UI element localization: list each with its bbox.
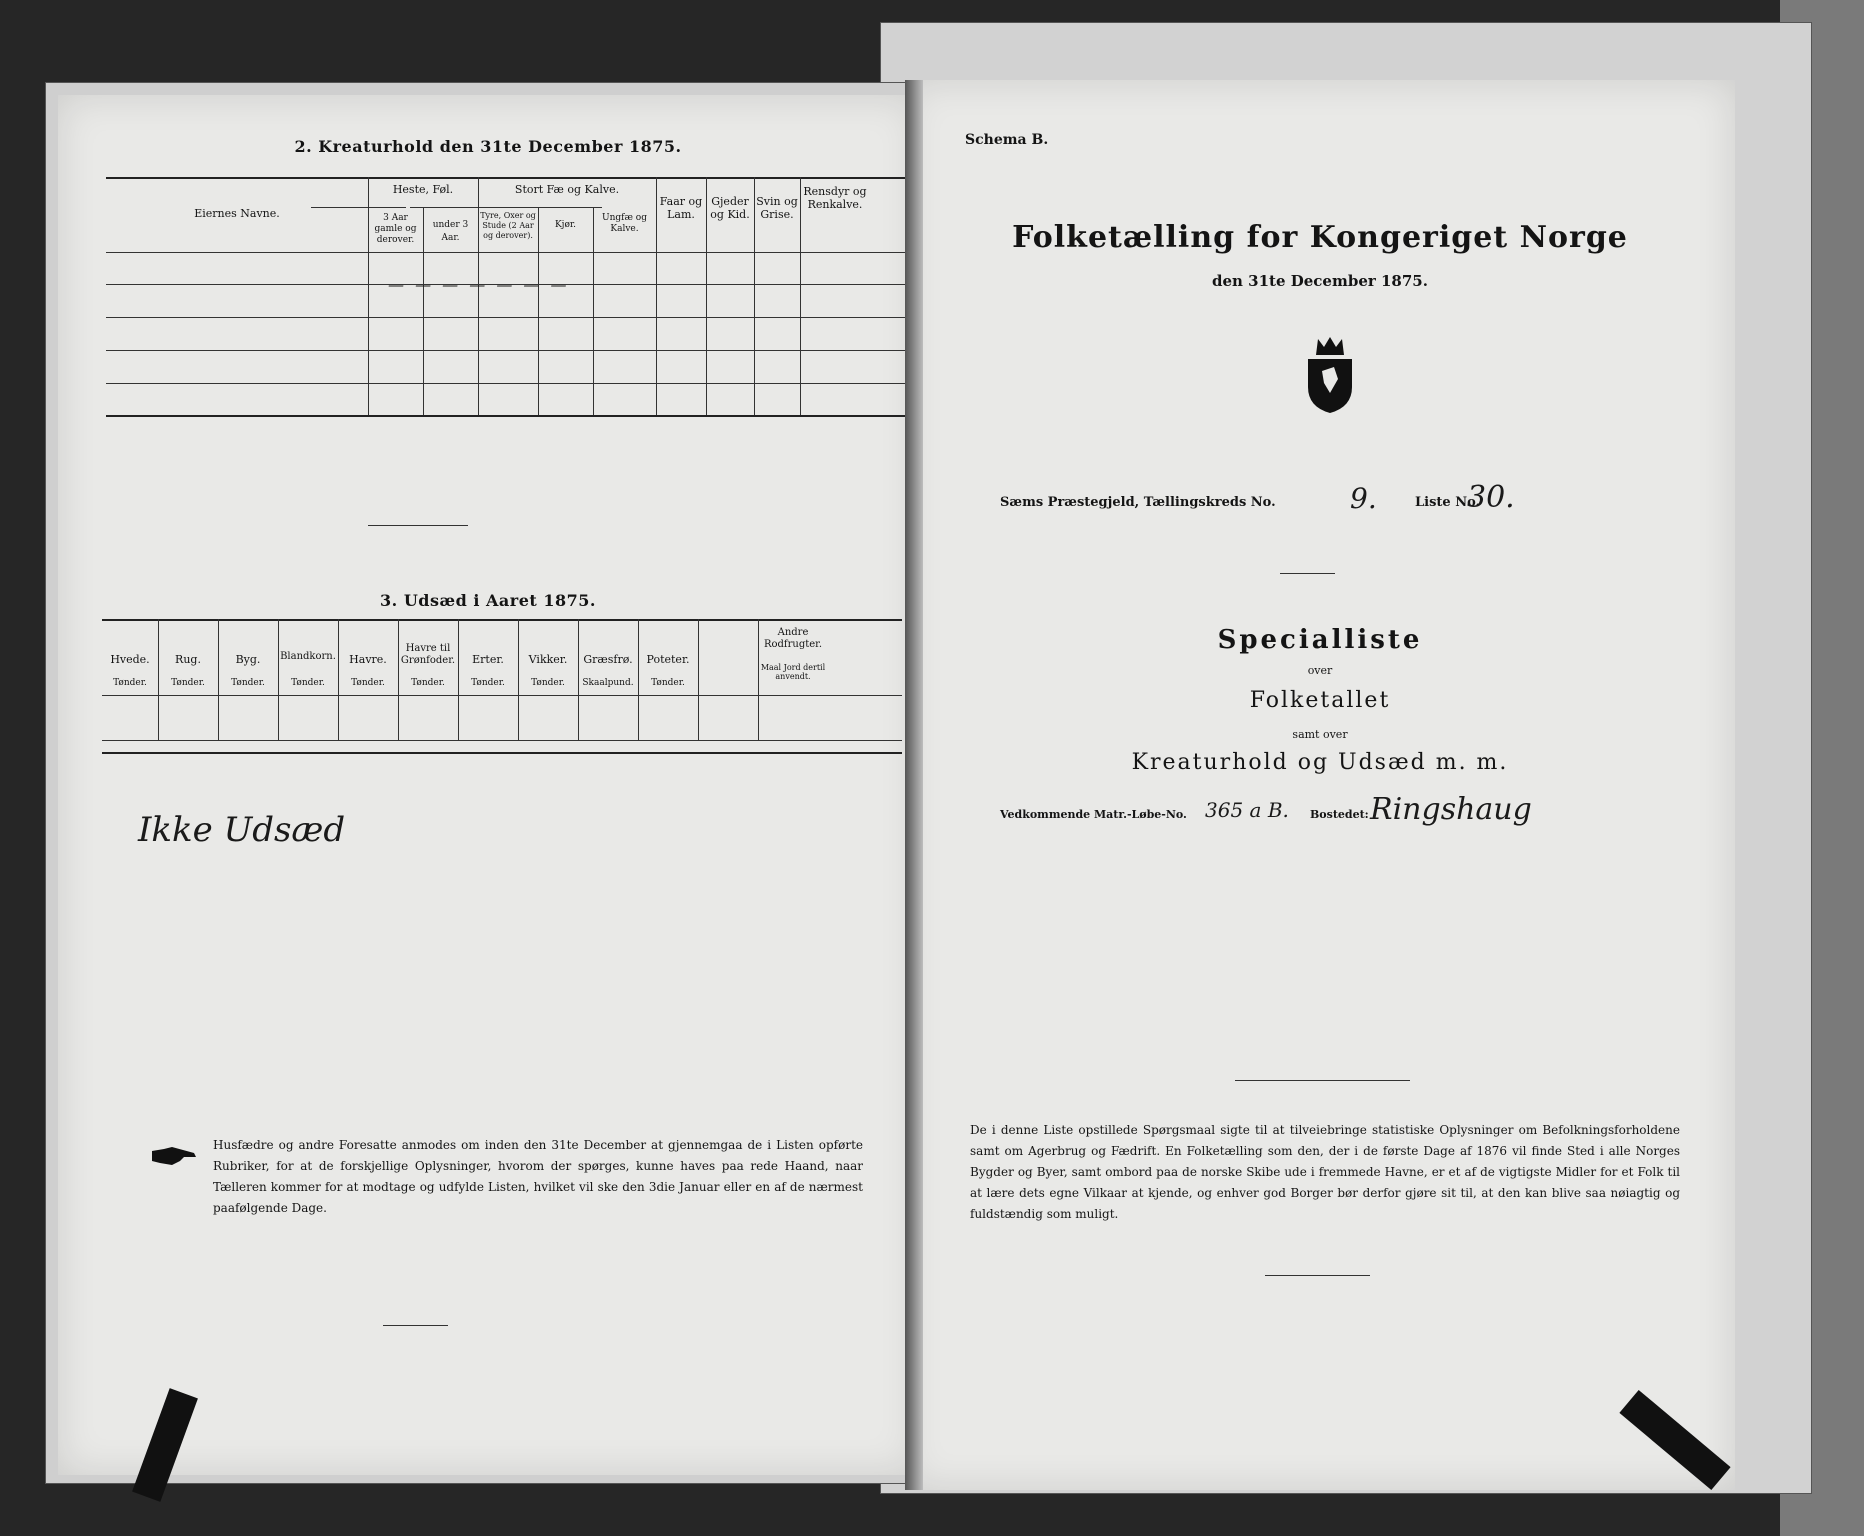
seed-col-unit: Maal Jord dertil anvendt. [760, 663, 826, 681]
table-rule [106, 383, 906, 384]
col-cattle-young: Ungfæ og Kalve. [602, 213, 647, 234]
seed-col-unit: Tønder. [291, 678, 325, 688]
col-horses-old: 3 Aar gamle og derover. [374, 213, 417, 245]
table-rule [102, 740, 902, 741]
table-rule [102, 619, 902, 621]
seed-col-name: Græsfrø. [583, 653, 633, 666]
matr-number: 365 a B. [1205, 798, 1289, 822]
seed-col-unit: Tønder. [531, 678, 565, 688]
seed-section-title: 3. Udsæd i Aaret 1875. [380, 591, 596, 610]
seed-col-name: Blandkorn. [280, 651, 336, 662]
table-rule [106, 317, 906, 318]
table-rule [102, 695, 902, 696]
seed-col-unit: Tønder. [113, 678, 147, 688]
livestock-section-title: 2. Kreaturhold den 31te December 1875. [294, 137, 682, 156]
explanatory-paragraph: De i denne Liste opstillede Spørgsmaal sigte til at tilveiebringe statistiske Oplysninger om Befolkningsforholdene samt om Agerbrug og Fædrift. En Folketælling som den, der i de første Dage af 1876 vil finde Sted i alle Norges Bygder og Byer, samt ombord paa de norske Skibe ude i fremmede Havne, er et af de vigtigste Midler for et Folk til at lære dets egne Vilkaar at kjende, og enhver god Borger bør derfor gjøre sit til, at den kan blive saa nøiagtig og fuldstændig som muligt. [970, 1123, 1680, 1221]
seed-col-name: Havre til Grønfoder. [400, 643, 456, 666]
col-cattle-bulls: Tyre, Oxer og Stude (2 Aar og derover). [480, 211, 536, 240]
col-horses: Heste, Føl. [392, 183, 454, 196]
over-text: over [1307, 664, 1333, 677]
seed-col-name: Hvede. [110, 653, 150, 666]
matr-label: Vedkommende Matr.-Løbe-No. [1000, 808, 1187, 821]
book-spine [905, 80, 923, 1490]
separator-line [1280, 573, 1335, 574]
seed-col-name: Rug. [175, 653, 201, 666]
seed-col-name: Erter. [472, 653, 504, 666]
separator-line [383, 1325, 448, 1326]
handwritten-no-seed: Ikke Udsæd [138, 810, 346, 850]
seed-col-name: Havre. [349, 653, 387, 666]
handwritten-dashes: — — — — — — — [388, 275, 570, 294]
instructions-footnote: Husfædre og andre Foresatte anmodes om inden den 31te December at gjennemgaa de i Listen opførte Rubriker, for at de forskjellige Oplysninger, hvorom der spørges, kunne haves paa rede Haand, naar Tælleren kommer for at modtage og udfylde Listen, hvilket vil ske den 3die Januar eller en af de nærmest paafølgende Dage. [213, 1138, 863, 1215]
table-col-rule [800, 177, 801, 415]
samt-over-text: samt over [1292, 728, 1348, 741]
seed-col-unit: Tønder. [651, 678, 685, 688]
left-page [58, 95, 918, 1475]
parish-district-label: Sæms Præstegjeld, Tællingskreds No. [1000, 495, 1276, 510]
bosted-value: Ringshaug [1370, 792, 1532, 827]
table-col-rule [698, 619, 699, 740]
livestock-seed-heading: Kreaturhold og Udsæd m. m. [1131, 750, 1509, 775]
seed-col-unit: Tønder. [231, 678, 265, 688]
seed-col-name: Andre Rodfrugter. [763, 627, 823, 650]
census-title: Folketælling for Kongeriget Norge [1012, 220, 1628, 255]
table-rule [102, 752, 902, 754]
seed-col-unit: Tønder. [351, 678, 385, 688]
separator-line [368, 525, 468, 526]
separator-line [1265, 1275, 1370, 1276]
schema-label: Schema B. [965, 132, 1049, 148]
table-col-rule [593, 207, 594, 415]
list-number: 30. [1467, 480, 1515, 515]
table-col-rule [538, 207, 539, 415]
seed-col-unit: Tønder. [411, 678, 445, 688]
pointing-hand-icon [150, 1145, 200, 1169]
table-rule [106, 415, 906, 417]
col-horses-young: under 3 Aar. [432, 220, 469, 243]
seed-col-unit: Skaalpund. [582, 678, 634, 688]
table-rule [106, 350, 906, 351]
table-rule [106, 252, 906, 253]
seed-col-name: Poteter. [646, 653, 690, 666]
col-sheep: Faar og Lam. [659, 195, 703, 221]
table-rule [106, 177, 906, 179]
col-cattle: Stort Fæ og Kalve. [514, 183, 620, 196]
col-reindeer: Rensdyr og Renkalve. [803, 185, 867, 211]
folketallet-heading: Folketallet [1249, 688, 1391, 713]
col-pigs: Svin og Grise. [756, 195, 798, 221]
seed-col-unit: Tønder. [171, 678, 205, 688]
census-date: den 31te December 1875. [1212, 272, 1428, 290]
list-label: Liste No. [1415, 495, 1481, 510]
table-rule [410, 207, 602, 208]
coat-of-arms-icon [1300, 335, 1360, 415]
right-page [905, 80, 1735, 1490]
district-number: 9. [1350, 482, 1377, 515]
seed-col-name: Byg. [235, 653, 261, 666]
specialliste-heading: Specialliste [1217, 625, 1423, 655]
separator-line [1235, 1080, 1410, 1081]
seed-col-name: Vikker. [528, 653, 568, 666]
bosted-label: Bostedet: [1310, 808, 1369, 821]
seed-col-unit: Tønder. [471, 678, 505, 688]
col-goats: Gjeder og Kid. [710, 195, 750, 221]
col-cattle-cows: Kjør. [554, 220, 577, 230]
col-owner-name: Eiernes Navne. [194, 207, 280, 220]
